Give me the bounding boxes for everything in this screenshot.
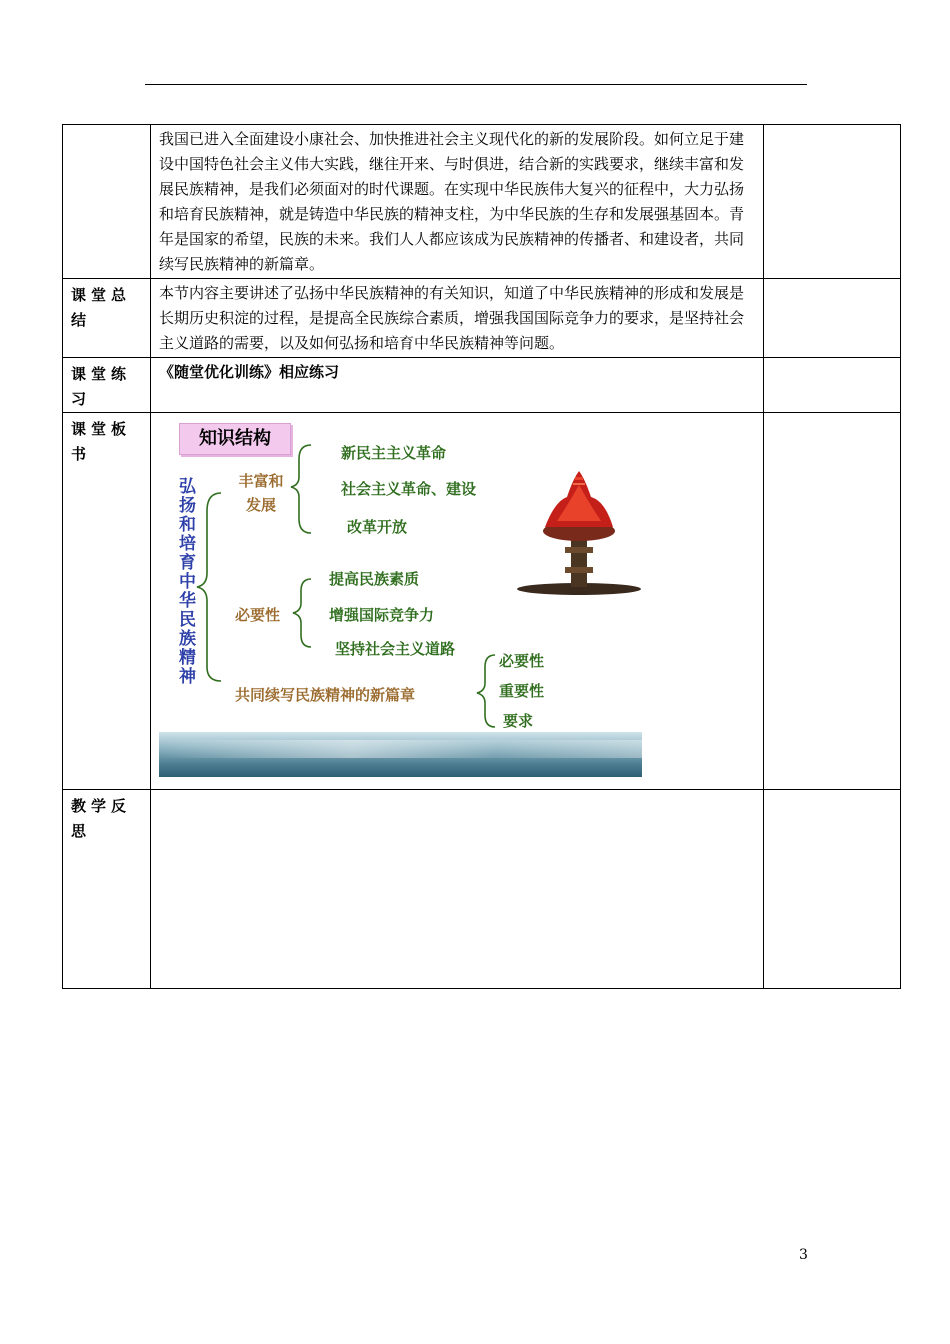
notes-cell: [764, 790, 901, 989]
row-content: [151, 790, 764, 989]
row-label: [63, 125, 151, 279]
board-cell: [151, 413, 764, 790]
table-row: [63, 790, 901, 989]
row-label: 课堂总结: [63, 279, 151, 358]
knowledge-structure-board: [159, 415, 642, 777]
branch-label: 必要性: [235, 606, 281, 624]
leaf-label: 新民主主义革命: [341, 444, 447, 462]
branch-label: 丰富和发展: [238, 472, 284, 514]
leaf-label: 改革开放: [347, 518, 408, 536]
leaf-label: 增强国际竞争力: [329, 606, 435, 624]
board-brackets: [159, 415, 642, 777]
header-rule: [145, 84, 807, 85]
row-content: 本节内容主要讲述了弘扬中华民族精神的有关知识，知道了中华民族精神的形成和发展是长期历史积淀的过程，是提高全民族综合素质，增强我国国际竞争力的要求，是坚持社会主义道路的需要，以及如何弘扬和培育中华民族精神等问题。: [151, 279, 764, 358]
table-row: [63, 358, 901, 413]
row-content: 《随堂优化训练》相应练习: [151, 358, 764, 413]
notes-cell: [764, 125, 901, 279]
landscape-banner: [159, 732, 642, 777]
table-row: [63, 413, 901, 790]
board-root-topic: 弘扬和培育中华民族精神: [175, 477, 195, 686]
notes-cell: [764, 413, 901, 790]
leaf-label: 坚持社会主义道路: [335, 640, 456, 658]
leaf-label: 重要性: [499, 682, 545, 700]
board-title: 知识结构: [179, 423, 291, 455]
row-label: 课堂板书: [63, 413, 151, 790]
leaf-label: 提高民族素质: [329, 570, 420, 588]
page-number: 3: [799, 1247, 808, 1263]
torch-icon: [517, 471, 641, 595]
table-row: [63, 279, 901, 358]
lesson-table: [62, 124, 901, 989]
table-row: [63, 125, 901, 279]
leaf-label: 必要性: [499, 652, 545, 670]
notes-cell: [764, 279, 901, 358]
row-label: 课堂练习: [63, 358, 151, 413]
leaf-label: 要求: [503, 712, 534, 730]
notes-cell: [764, 358, 901, 413]
row-label: 教学反思: [63, 790, 151, 989]
row-content: 我国已进入全面建设小康社会、加快推进社会主义现代化的新的发展阶段。如何立足于建设中国特色社会主义伟大实践，继往开来、与时俱进，结合新的实践要求，继续丰富和发展民族精神，是我们必须面对的时代课题。在实现中华民族伟大复兴的征程中，大力弘扬和培育民族精神，就是铸造中华民族的精神支柱，为中华民族的生存和发展强基固本。青年是国家的希望，民族的未来。我们人人都应该成为民族精神的传播者、和建设者，共同续写民族精神的新篇章。: [151, 125, 764, 279]
branch-label: 共同续写民族精神的新篇章: [235, 686, 416, 704]
leaf-label: 社会主义革命、建设: [341, 480, 477, 498]
